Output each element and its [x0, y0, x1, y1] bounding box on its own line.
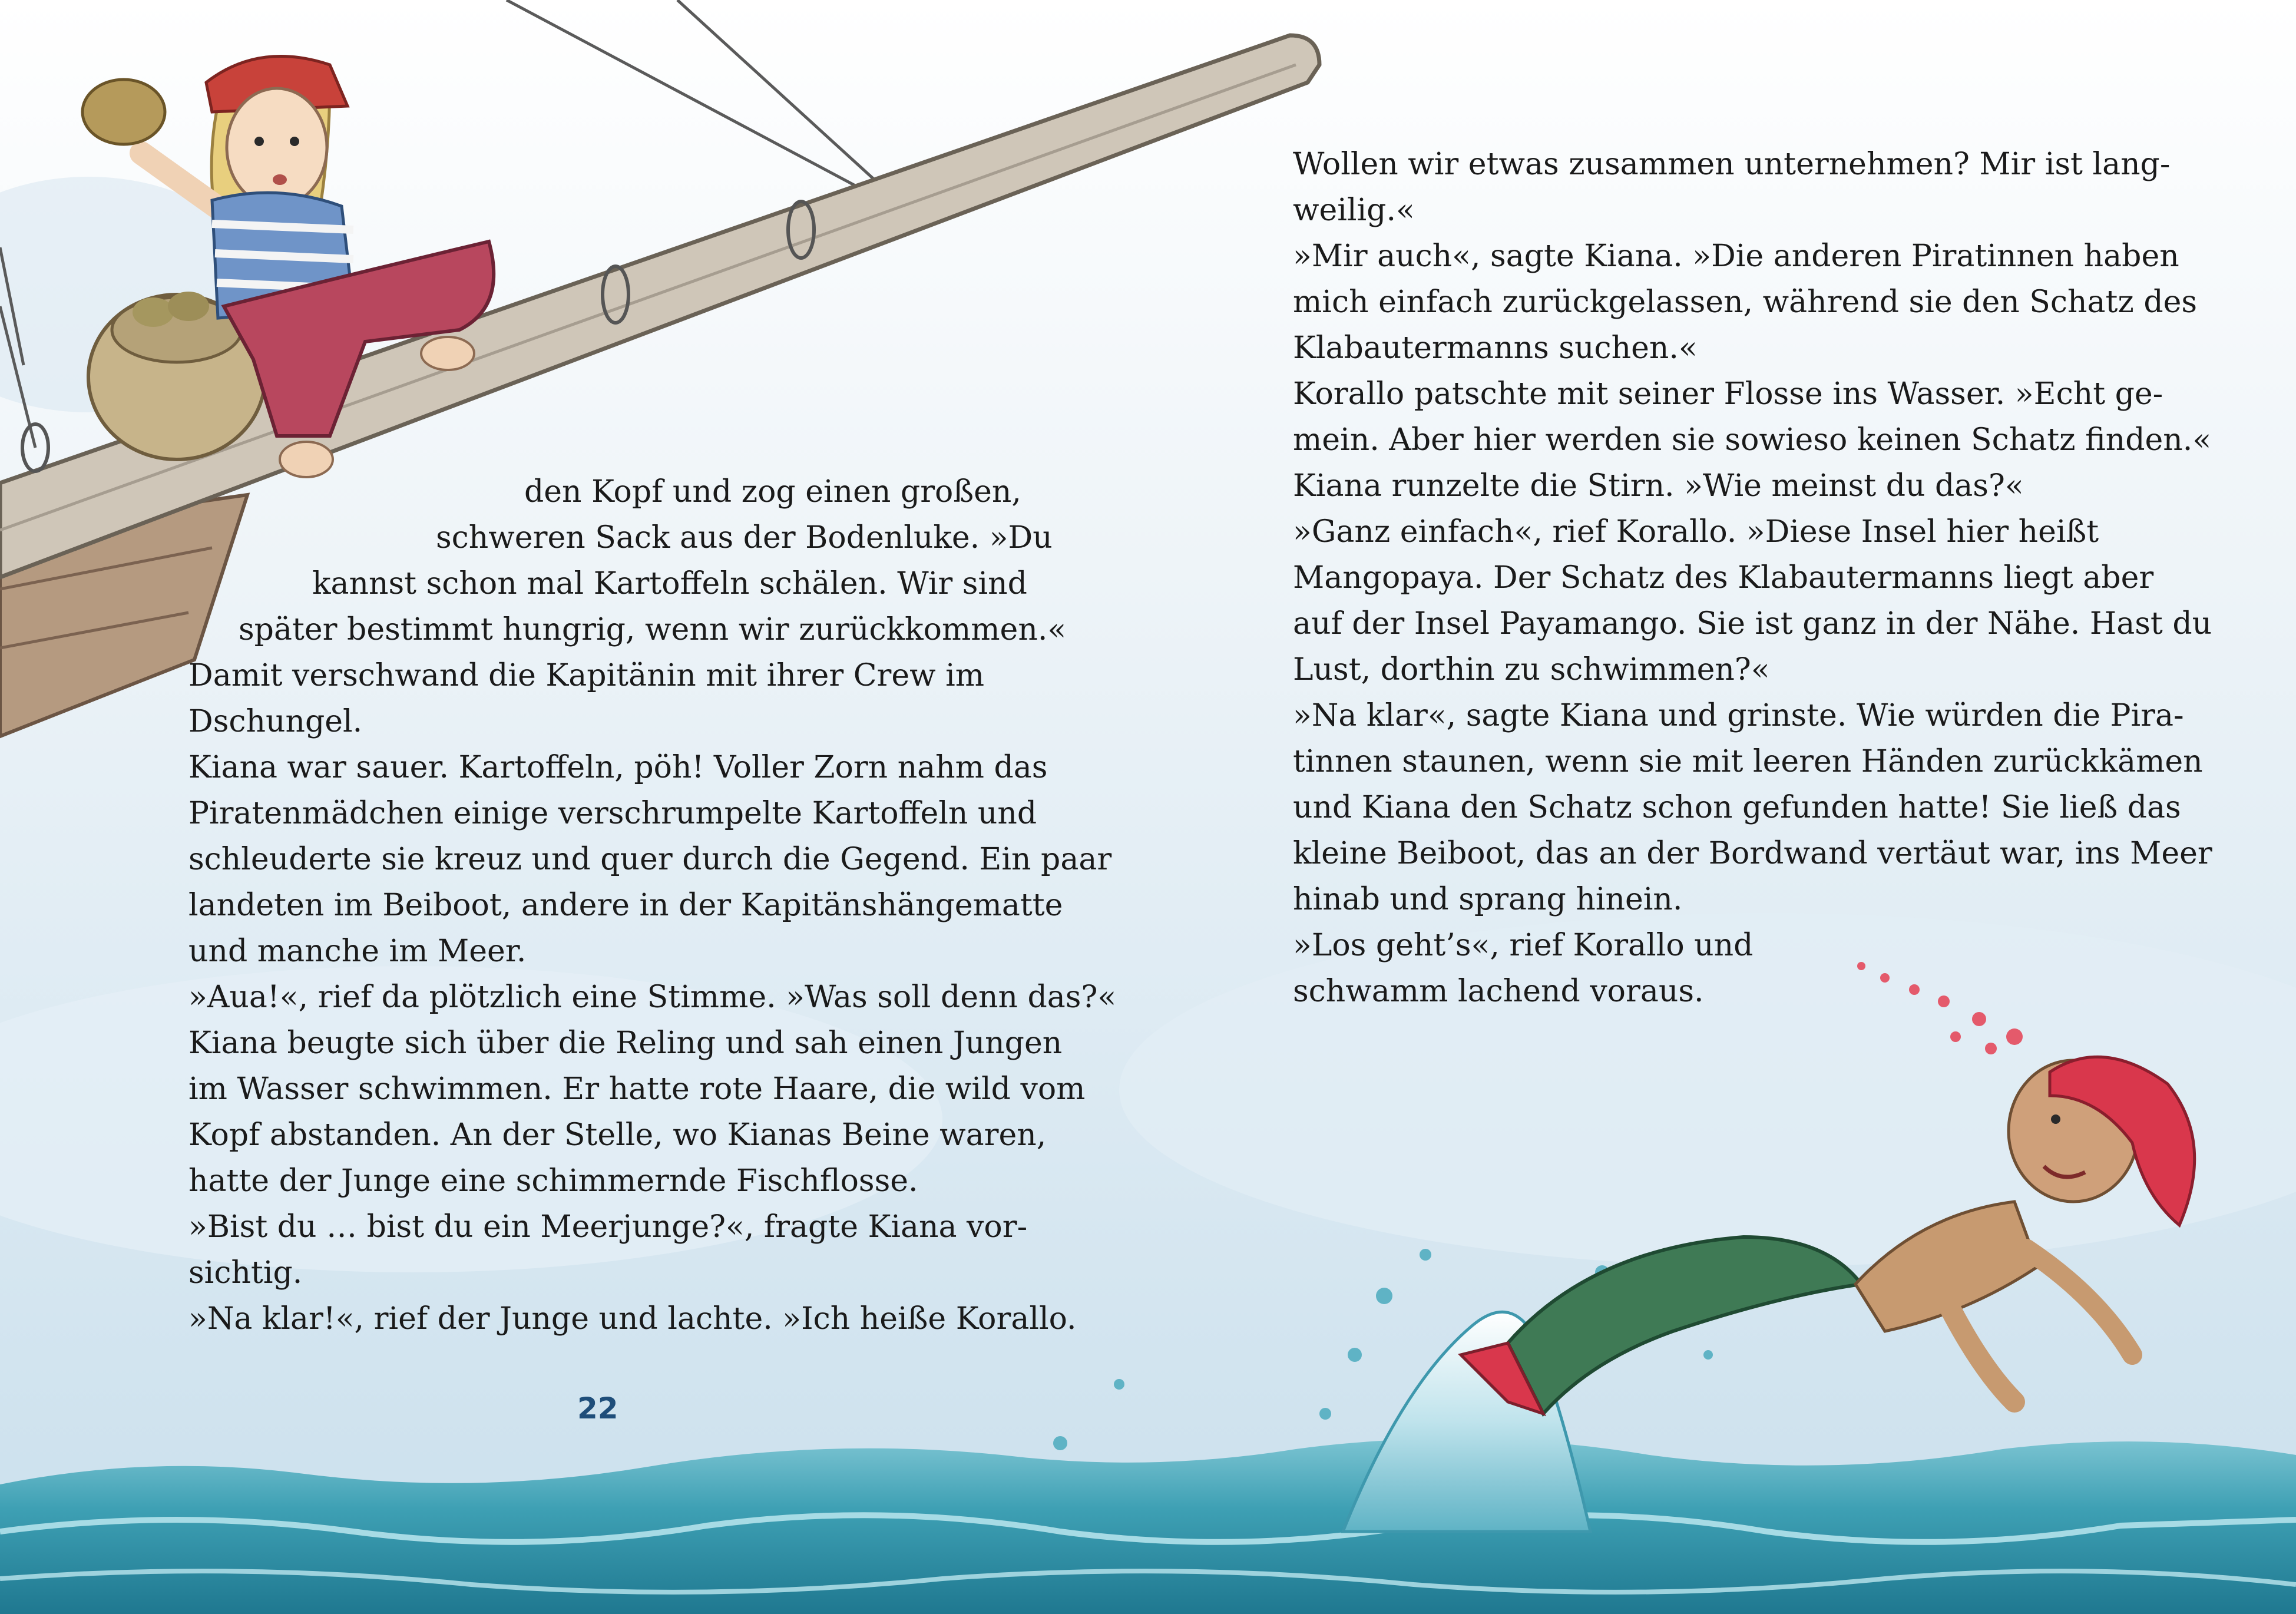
text-line: »Mir auch«, sagte Kiana. »Die anderen Piratinnen haben	[1293, 239, 2179, 274]
text-line: Kopf abstanden. An der Stelle, wo Kianas Beine waren,	[188, 1117, 1047, 1153]
text-line: schwamm lachend voraus.	[1293, 974, 1704, 1009]
text-line: weilig.«	[1293, 193, 1415, 228]
text-line: und manche im Meer.	[188, 934, 527, 969]
text-line: »Bist du … bist du ein Meerjunge?«, fragte Kiana vor-	[188, 1209, 1028, 1245]
text-line: »Ganz einfach«, rief Korallo. »Diese Insel hier heißt	[1293, 514, 2099, 550]
text-line: Klabautermanns suchen.«	[1293, 330, 1698, 366]
text-line: im Wasser schwimmen. Er hatte rote Haare, die wild vom	[188, 1071, 1086, 1107]
page-number: 22	[577, 1391, 618, 1426]
text-line: Kiana runzelte die Stirn. »Wie meinst du das?«	[1293, 468, 2024, 504]
text-line: kleine Beiboot, das an der Bordwand vertäut war, ins Meer	[1293, 836, 2212, 871]
text-line: mein. Aber hier werden sie sowieso keinen Schatz finden.«	[1293, 422, 2212, 458]
text-line: schleuderte sie kreuz und quer durch die Gegend. Ein paar	[188, 842, 1112, 877]
text-line: den Kopf und zog einen großen,	[524, 474, 1021, 510]
text-line: Kiana war sauer. Kartoffeln, pöh! Voller Zorn nahm das	[188, 750, 1048, 785]
text-line: Kiana beugte sich über die Reling und sah einen Jungen	[188, 1026, 1063, 1061]
text-line: »Los geht’s«, rief Korallo und	[1293, 928, 1754, 963]
text-line: Wollen wir etwas zusammen unternehmen? Mir ist lang-	[1293, 147, 2171, 182]
text-line: Piratenmädchen einige verschrumpelte Kartoffeln und	[188, 796, 1037, 831]
text-line: tinnen staunen, wenn sie mit leeren Händen zurückkämen	[1293, 744, 2203, 779]
text-line: schweren Sack aus der Bodenluke. »Du	[436, 520, 1053, 555]
potato-icon	[82, 80, 165, 144]
text-line: später bestimmt hungrig, wenn wir zurückkommen.«	[239, 612, 1067, 647]
text-line: Damit verschwand die Kapitänin mit ihrer Crew im	[188, 658, 985, 693]
text-line: »Na klar«, sagte Kiana und grinste. Wie würden die Pira-	[1293, 698, 2184, 733]
text-line: Dschungel.	[188, 704, 363, 739]
text-line: und Kiana den Schatz schon gefunden hatte! Sie ließ das	[1293, 790, 2181, 825]
text-line: Korallo patschte mit seiner Flosse ins Wasser. »Echt ge-	[1293, 376, 2163, 412]
text-line: »Na klar!«, rief der Junge und lachte. »Ich heiße Korallo.	[188, 1301, 1077, 1337]
text-line: sichtig.	[188, 1255, 303, 1291]
text-line: hatte der Junge eine schimmernde Fischflosse.	[188, 1163, 918, 1199]
text-line: mich einfach zurückgelassen, während sie den Schatz des	[1293, 285, 2198, 320]
right-page-text	[1293, 141, 2212, 1014]
text-line: auf der Insel Payamango. Sie ist ganz in der Nähe. Hast du	[1293, 606, 2212, 641]
text-line: kannst schon mal Kartoffeln schälen. Wir sind	[312, 566, 1027, 601]
text-line: hinab und sprang hinein.	[1293, 882, 1683, 917]
text-line: Lust, dorthin zu schwimmen?«	[1293, 652, 1770, 687]
left-page-text	[188, 469, 1117, 1342]
text-line: Mangopaya. Der Schatz des Klabautermanns liegt aber	[1293, 560, 2154, 596]
text-line: »Aua!«, rief da plötzlich eine Stimme. »Was soll denn das?«	[188, 980, 1117, 1015]
text-line: landeten im Beiboot, andere in der Kapitänshängematte	[188, 888, 1063, 923]
